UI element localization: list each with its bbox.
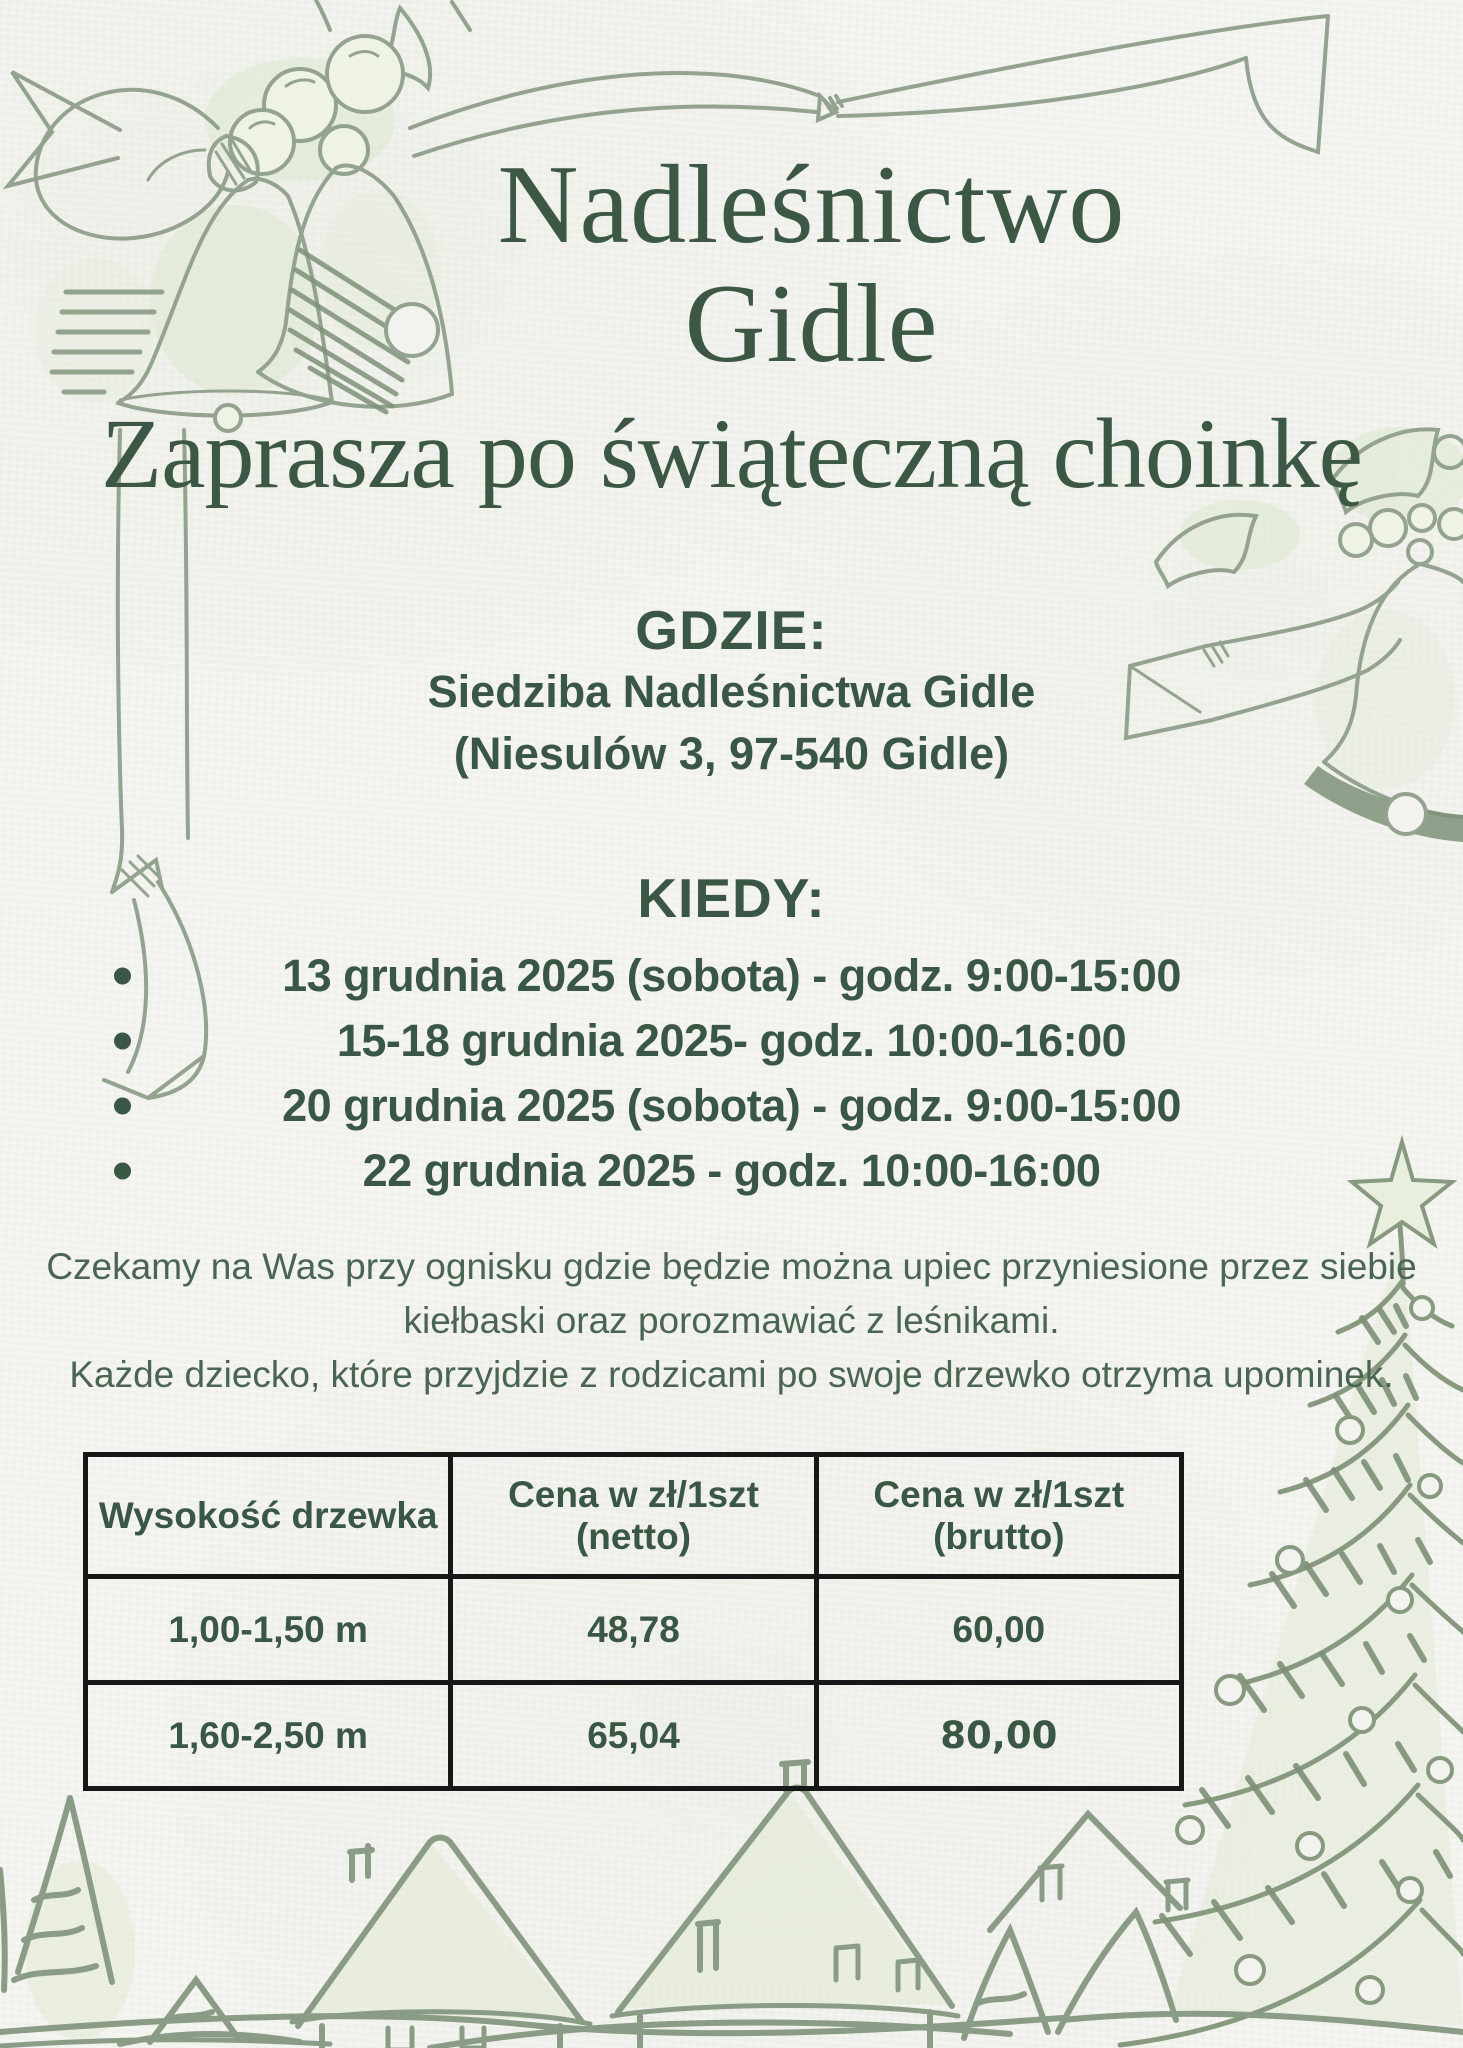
cell-netto-2: 65,04 <box>451 1683 816 1789</box>
bullet-dot-icon <box>114 1033 131 1050</box>
when-item <box>0 1075 1463 1137</box>
cell-netto-1: 48,78 <box>451 1577 816 1683</box>
title-line-1: Nadleśnictwo <box>497 143 1126 267</box>
where-line-1: Siedziba Nadleśnictwa Gidle <box>427 666 1036 717</box>
page-title <box>170 143 1453 386</box>
table-row <box>86 1577 1182 1683</box>
price-table <box>83 1452 1184 1791</box>
cell-brutto-1: 60,00 <box>816 1577 1181 1683</box>
when-item <box>0 1010 1463 1072</box>
info-text <box>42 1240 1421 1402</box>
bullet-dot-icon <box>114 1098 131 1115</box>
where-line-2: (Niesulów 3, 97-540 Gidle) <box>453 728 1010 779</box>
when-item-label: 22 grudnia 2025 - godz. 10:00-16:00 <box>362 1145 1101 1196</box>
cell-height-1: 1,00-1,50 m <box>86 1577 451 1683</box>
info-paragraph-2: Każde dziecko, które przyjdzie z rodzicami po swoje drzewko otrzyma upominek. <box>69 1354 1394 1395</box>
bullet-dot-icon <box>114 1163 131 1180</box>
where-heading: GDZIE: <box>635 599 828 661</box>
when-item-label: 15-18 grudnia 2025- godz. 10:00-16:00 <box>336 1015 1127 1066</box>
when-item <box>0 945 1463 1007</box>
when-item <box>0 1140 1463 1202</box>
title-line-2: Gidle <box>684 261 939 386</box>
when-item-label: 20 grudnia 2025 (sobota) - godz. 9:00-15:00 <box>282 1080 1181 1131</box>
info-paragraph-1: Czekamy na Was przy ognisku gdzie będzie można upiec przyniesione przez siebie kiełbaski oraz porozmawiać z leśnikami. <box>46 1246 1417 1341</box>
when-heading: KIEDY: <box>637 867 826 929</box>
winter-village-sketch <box>0 1780 1463 2048</box>
bullet-dot-icon <box>114 968 131 985</box>
price-table-header-row <box>86 1455 1182 1577</box>
cell-height-2: 1,60-2,50 m <box>86 1683 451 1789</box>
subtitle: Zaprasza po świąteczną choinkę <box>100 398 1362 509</box>
header-cell-brutto: Cena w zł/1szt (brutto) <box>816 1455 1181 1577</box>
table-row <box>86 1683 1182 1789</box>
cell-brutto-2: 80,00 <box>816 1683 1181 1789</box>
when-item-label: 13 grudnia 2025 (sobota) - godz. 9:00-15:00 <box>282 950 1181 1001</box>
header-cell-height: Wysokość drzewka <box>86 1455 451 1577</box>
header-cell-netto: Cena w zł/1szt (netto) <box>451 1455 816 1577</box>
